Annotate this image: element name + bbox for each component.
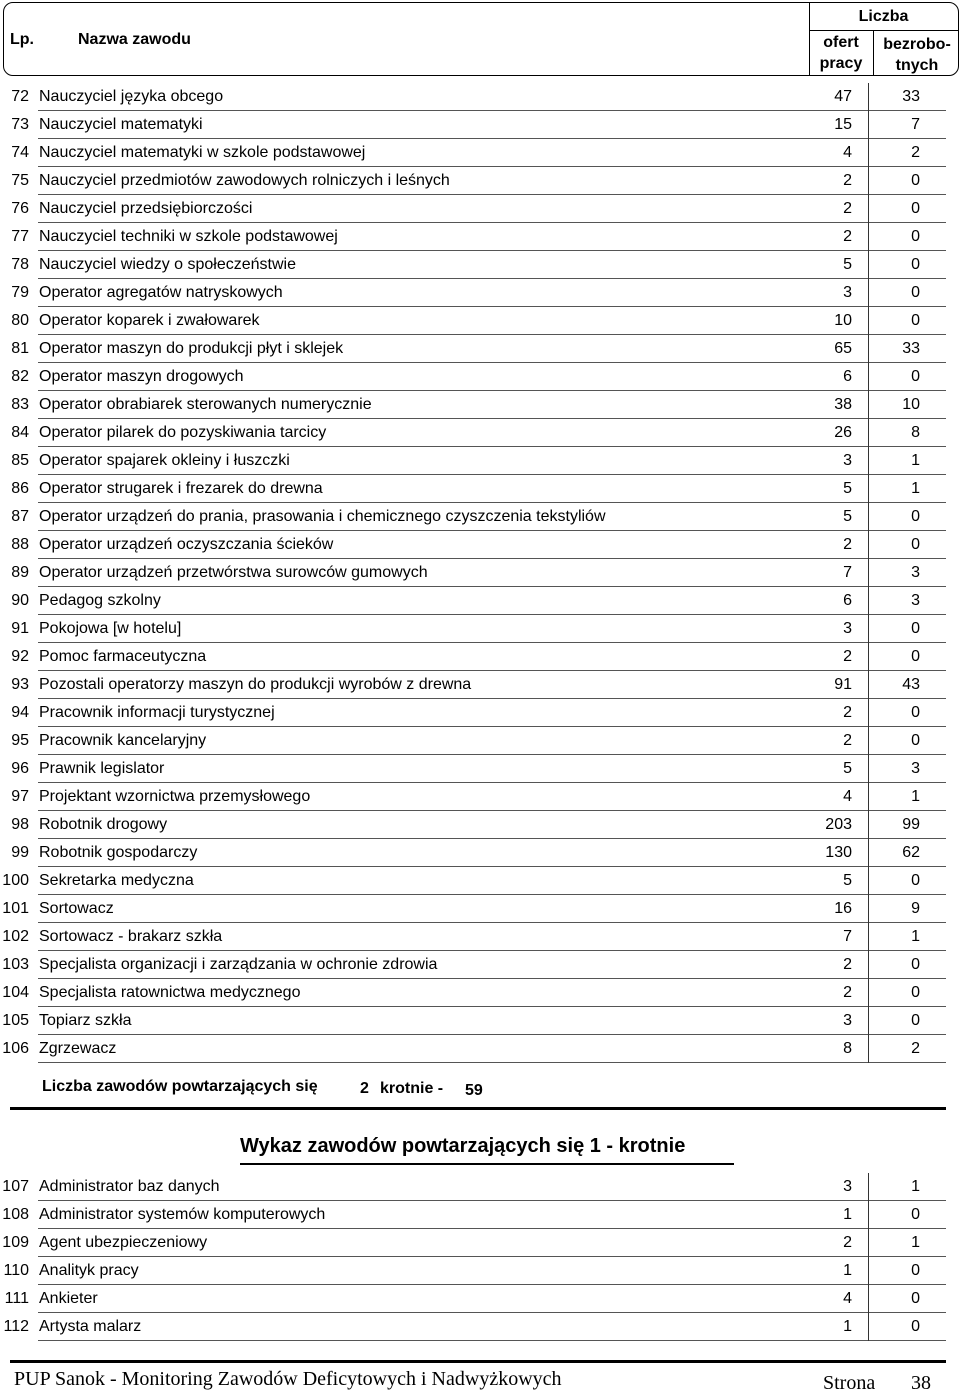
row-offers: 6 (843, 368, 852, 385)
row-name: Nauczyciel przedsiębiorczości (39, 200, 253, 217)
row-name: Operator maszyn do produkcji płyt i sklejek (39, 340, 344, 357)
row-lp: 100 (2, 872, 29, 889)
row-lp: 112 (3, 1318, 29, 1335)
row-unemployed: 0 (911, 648, 920, 665)
row-offers: 10 (834, 312, 852, 329)
row-name: Sortowacz - brakarz szkła (39, 928, 223, 945)
row-lp: 111 (4, 1290, 29, 1307)
row-rule (868, 727, 869, 755)
row-rule (868, 83, 869, 111)
row-offers: 4 (843, 144, 852, 161)
row-lp: 99 (11, 844, 29, 861)
row-lp: 101 (2, 900, 29, 917)
row-unemployed: 3 (911, 564, 920, 581)
row-offers: 38 (834, 396, 852, 413)
footer-divider (10, 1360, 946, 1363)
row-name: Sekretarka medyczna (39, 872, 194, 889)
row-rule (868, 643, 869, 671)
row-unemployed: 0 (911, 508, 920, 525)
row-unemployed: 0 (911, 312, 920, 329)
row-unemployed: 33 (902, 340, 920, 357)
row-name: Projektant wzornictwa przemysłowego (39, 788, 311, 805)
row-rule (868, 167, 869, 195)
row-rule (868, 279, 869, 307)
row-rule (868, 251, 869, 279)
row-offers: 91 (834, 676, 852, 693)
row-unemployed: 0 (911, 872, 920, 889)
row-lp: 82 (11, 368, 29, 385)
row-lp: 98 (11, 816, 29, 833)
row-name: Pracownik informacji turystycznej (39, 704, 275, 721)
table-row (0, 195, 960, 223)
row-unemployed: 0 (911, 256, 920, 273)
row-offers: 3 (843, 620, 852, 637)
row-lp: 95 (11, 732, 29, 749)
header-offers-line1: ofert (823, 34, 859, 51)
row-name: Operator strugarek i frezarek do drewna (39, 480, 323, 497)
table-row (0, 167, 960, 195)
row-offers: 4 (843, 1290, 852, 1307)
row-offers: 26 (834, 424, 852, 441)
row-offers: 2 (843, 732, 852, 749)
table-row (0, 671, 960, 699)
header-offers (809, 32, 873, 74)
row-lp: 76 (11, 200, 29, 217)
row-rule (868, 391, 869, 419)
row-rule (868, 111, 869, 139)
row-unemployed: 3 (911, 592, 920, 609)
header-name: Nazwa zawodu (78, 31, 191, 48)
row-offers: 2 (843, 984, 852, 1001)
row-unemployed: 1 (911, 1234, 920, 1251)
row-lp: 89 (11, 564, 29, 581)
row-offers: 8 (843, 1040, 852, 1057)
row-lp: 92 (11, 648, 29, 665)
row-unemployed: 0 (911, 1206, 920, 1223)
row-offers: 2 (843, 648, 852, 665)
table-row (0, 279, 960, 307)
row-name: Analityk pracy (39, 1262, 139, 1279)
row-name: Ankieter (39, 1290, 98, 1307)
row-name: Sortowacz (39, 900, 114, 917)
table-row (0, 615, 960, 643)
row-name: Nauczyciel matematyki (39, 116, 203, 133)
table-row (0, 979, 960, 1007)
row-unemployed: 99 (902, 816, 920, 833)
row-unemployed: 62 (902, 844, 920, 861)
table-row (0, 811, 960, 839)
row-name: Operator spajarek okleiny i łuszczki (39, 452, 290, 469)
row-name: Pracownik kancelaryjny (39, 732, 207, 749)
row-unemployed: 0 (911, 704, 920, 721)
table-row (0, 447, 960, 475)
row-rule (868, 335, 869, 363)
row-lp: 106 (2, 1040, 29, 1057)
row-lp: 104 (2, 984, 29, 1001)
row-lp: 108 (2, 1206, 29, 1223)
row-offers: 1 (843, 1262, 852, 1279)
table-row (0, 111, 960, 139)
row-lp: 110 (3, 1262, 29, 1279)
row-lp: 72 (11, 88, 29, 105)
row-name: Pedagog szkolny (39, 592, 161, 609)
table-row (0, 419, 960, 447)
table-header (3, 2, 959, 76)
row-offers: 7 (843, 928, 852, 945)
row-unemployed: 0 (911, 956, 920, 973)
row-offers: 5 (843, 480, 852, 497)
table-row (0, 475, 960, 503)
header-unemployed-line2: tnych (895, 57, 939, 74)
row-rule (38, 1062, 946, 1063)
row-unemployed: 0 (911, 200, 920, 217)
row-lp: 80 (11, 312, 29, 329)
row-name: Agent ubezpieczeniowy (39, 1234, 208, 1251)
row-lp: 102 (2, 928, 29, 945)
header-divider (809, 30, 958, 31)
row-rule (868, 1007, 869, 1035)
row-lp: 107 (2, 1178, 29, 1195)
table-row (0, 139, 960, 167)
row-unemployed: 1 (911, 1178, 920, 1195)
table-row (0, 307, 960, 335)
row-unemployed: 0 (911, 284, 920, 301)
row-lp: 79 (11, 284, 29, 301)
row-name: Operator maszyn drogowych (39, 368, 244, 385)
row-unemployed: 0 (911, 1012, 920, 1029)
row-name: Administrator systemów komputerowych (39, 1206, 326, 1223)
row-name: Zgrzewacz (39, 1040, 117, 1057)
row-rule (868, 307, 869, 335)
row-unemployed: 0 (911, 1318, 920, 1335)
row-offers: 2 (843, 200, 852, 217)
row-lp: 86 (11, 480, 29, 497)
row-rule (868, 475, 869, 503)
table-row (0, 223, 960, 251)
table-row (0, 1007, 960, 1035)
table-row (0, 643, 960, 671)
table-row (0, 587, 960, 615)
row-lp: 81 (11, 340, 29, 357)
row-unemployed: 7 (911, 116, 920, 133)
row-rule (868, 1313, 869, 1341)
row-lp: 91 (11, 620, 29, 637)
row-unemployed: 10 (902, 396, 920, 413)
table-row (0, 783, 960, 811)
row-rule (868, 923, 869, 951)
footer-text: PUP Sanok - Monitoring Zawodów Deficytowych i Nadwyżkowych (14, 1368, 562, 1390)
row-rule (868, 139, 869, 167)
row-offers: 5 (843, 760, 852, 777)
row-offers: 2 (843, 704, 852, 721)
section-divider (10, 1107, 946, 1110)
row-rule (868, 951, 869, 979)
row-name: Artysta malarz (39, 1318, 142, 1335)
row-offers: 3 (843, 452, 852, 469)
row-name: Pokojowa [w hotelu] (39, 620, 182, 637)
row-lp: 77 (11, 228, 29, 245)
row-offers: 5 (843, 872, 852, 889)
row-name: Topiarz szkła (39, 1012, 132, 1029)
row-unemployed: 0 (911, 228, 920, 245)
row-rule (868, 783, 869, 811)
row-offers: 4 (843, 788, 852, 805)
row-unemployed: 0 (911, 732, 920, 749)
row-offers: 3 (843, 1178, 852, 1195)
row-name: Operator obrabiarek sterowanych numerycznie (39, 396, 372, 413)
row-rule (868, 587, 869, 615)
table-row (0, 559, 960, 587)
row-rule (868, 447, 869, 475)
row-offers: 6 (843, 592, 852, 609)
row-offers: 130 (825, 844, 852, 861)
row-lp: 87 (11, 508, 29, 525)
summary-times-suffix: krotnie - (380, 1080, 444, 1097)
header-offers-line2: pracy (819, 55, 863, 72)
row-rule (868, 1173, 869, 1201)
row-unemployed: 0 (911, 620, 920, 637)
row-offers: 5 (843, 256, 852, 273)
row-name: Robotnik drogowy (39, 816, 168, 833)
row-name: Nauczyciel techniki w szkole podstawowej (39, 228, 338, 245)
row-rule (868, 363, 869, 391)
table-row (0, 867, 960, 895)
table-row (0, 1201, 960, 1229)
page-number: 38 (911, 1372, 931, 1394)
row-rule (868, 223, 869, 251)
row-offers: 2 (843, 956, 852, 973)
row-rule (868, 671, 869, 699)
row-unemployed: 0 (911, 984, 920, 1001)
row-name: Robotnik gospodarczy (39, 844, 198, 861)
row-offers: 15 (834, 116, 852, 133)
row-rule (868, 1201, 869, 1229)
table-row (0, 363, 960, 391)
row-unemployed: 33 (902, 88, 920, 105)
row-unemployed: 8 (911, 424, 920, 441)
row-rule (868, 531, 869, 559)
row-rule (868, 755, 869, 783)
row-name: Nauczyciel matematyki w szkole podstawowej (39, 144, 366, 161)
row-name: Operator urządzeń do prania, prasowania i chemicznego czyszczenia tekstyliów (39, 508, 606, 525)
row-offers: 2 (843, 228, 852, 245)
row-offers: 47 (834, 88, 852, 105)
table-row (0, 335, 960, 363)
row-offers: 5 (843, 508, 852, 525)
table-row (0, 839, 960, 867)
header-lp: Lp. (10, 31, 34, 48)
row-offers: 2 (843, 172, 852, 189)
row-name: Nauczyciel przedmiotów zawodowych rolniczych i leśnych (39, 172, 450, 189)
table-row (0, 1173, 960, 1201)
row-rule (868, 979, 869, 1007)
row-rule (868, 503, 869, 531)
row-rule (868, 1035, 869, 1063)
row-rule (868, 419, 869, 447)
row-unemployed: 0 (911, 172, 920, 189)
row-name: Operator urządzeń przetwórstwa surowców gumowych (39, 564, 428, 581)
table-row (0, 895, 960, 923)
row-lp: 103 (2, 956, 29, 973)
row-unemployed: 1 (911, 928, 920, 945)
table-row (0, 531, 960, 559)
table-row (0, 1313, 960, 1341)
table-row (0, 727, 960, 755)
table-row (0, 1285, 960, 1313)
row-lp: 105 (2, 1012, 29, 1029)
row-rule (868, 559, 869, 587)
row-offers: 2 (843, 1234, 852, 1251)
row-lp: 73 (11, 116, 29, 133)
row-rule (870, 1340, 946, 1341)
page-label: Strona (823, 1372, 876, 1394)
row-unemployed: 0 (911, 536, 920, 553)
row-offers: 2 (843, 536, 852, 553)
row-unemployed: 9 (911, 900, 920, 917)
header-count: Liczba (858, 8, 909, 25)
row-rule (868, 699, 869, 727)
row-lp: 85 (11, 452, 29, 469)
row-lp: 109 (2, 1234, 29, 1251)
row-lp: 84 (11, 424, 29, 441)
row-rule (868, 615, 869, 643)
row-lp: 78 (11, 256, 29, 273)
row-lp: 74 (11, 144, 29, 161)
table-row (0, 251, 960, 279)
row-offers: 1 (843, 1206, 852, 1223)
table-row (0, 83, 960, 111)
row-rule (868, 1257, 869, 1285)
row-rule (868, 839, 869, 867)
row-offers: 3 (843, 1012, 852, 1029)
row-rule (868, 867, 869, 895)
row-unemployed: 2 (911, 144, 920, 161)
row-offers: 7 (843, 564, 852, 581)
row-unemployed: 2 (911, 1040, 920, 1057)
table-row (0, 923, 960, 951)
row-rule (868, 195, 869, 223)
row-rule (868, 811, 869, 839)
row-lp: 94 (11, 704, 29, 721)
row-name: Operator agregatów natryskowych (39, 284, 283, 301)
row-name: Nauczyciel języka obcego (39, 88, 224, 105)
summary-count: 59 (465, 1082, 483, 1099)
row-unemployed: 0 (911, 1262, 920, 1279)
table-row (0, 391, 960, 419)
row-name: Operator koparek i zwałowarek (39, 312, 260, 329)
row-lp: 97 (11, 788, 29, 805)
row-lp: 88 (11, 536, 29, 553)
row-name: Pomoc farmaceutyczna (39, 648, 207, 665)
row-unemployed: 43 (902, 676, 920, 693)
table-row (0, 699, 960, 727)
row-lp: 93 (11, 676, 29, 693)
row-lp: 96 (11, 760, 29, 777)
table-row (0, 951, 960, 979)
row-lp: 90 (11, 592, 29, 609)
row-offers: 203 (825, 816, 852, 833)
row-lp: 83 (11, 396, 29, 413)
section-title: Wykaz zawodów powtarzających się 1 - krotnie (240, 1135, 686, 1157)
row-unemployed: 1 (911, 480, 920, 497)
table-row (0, 1229, 960, 1257)
row-name: Administrator baz danych (39, 1178, 220, 1195)
row-name: Specjalista organizacji i zarządzania w ochronie zdrowia (39, 956, 438, 973)
row-name: Pozostali operatorzy maszyn do produkcji wyrobów z drewna (39, 676, 472, 693)
row-rule (870, 1062, 946, 1063)
table-row (0, 1257, 960, 1285)
table-row (0, 503, 960, 531)
row-rule (868, 1229, 869, 1257)
row-unemployed: 0 (911, 1290, 920, 1307)
row-offers: 1 (843, 1318, 852, 1335)
row-rule (868, 895, 869, 923)
header-unemployed-line1: bezrobo- (883, 36, 951, 53)
row-name: Operator urządzeń oczyszczania ścieków (39, 536, 334, 553)
row-unemployed: 1 (911, 788, 920, 805)
summary-times: 2 (360, 1080, 369, 1097)
row-offers: 16 (834, 900, 852, 917)
row-rule (38, 1340, 946, 1341)
row-lp: 75 (11, 172, 29, 189)
section-title-underline (240, 1163, 734, 1165)
header-unemployed (873, 34, 960, 76)
row-name: Nauczyciel wiedzy o społeczeństwie (39, 256, 296, 273)
row-name: Operator pilarek do pozyskiwania tarcicy (39, 424, 327, 441)
table-row (0, 755, 960, 783)
row-unemployed: 3 (911, 760, 920, 777)
table-row (0, 1035, 960, 1063)
row-offers: 3 (843, 284, 852, 301)
row-offers: 65 (834, 340, 852, 357)
row-unemployed: 0 (911, 368, 920, 385)
row-rule (868, 1285, 869, 1313)
row-name: Prawnik legislator (39, 760, 165, 777)
summary-label: Liczba zawodów powtarzających się (42, 1078, 318, 1095)
row-name: Specjalista ratownictwa medycznego (39, 984, 301, 1001)
row-unemployed: 1 (911, 452, 920, 469)
